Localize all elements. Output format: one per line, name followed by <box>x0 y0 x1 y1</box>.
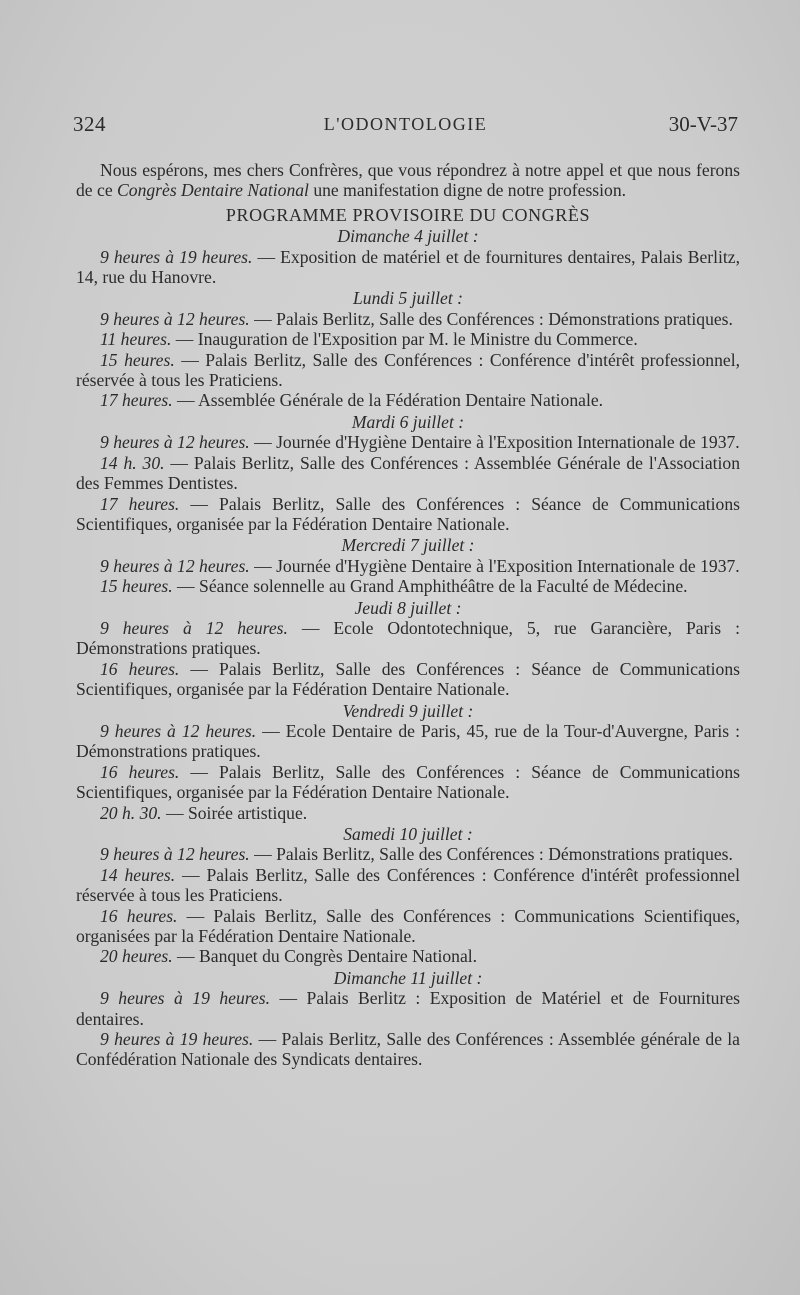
entry-description: — Journée d'Hygiène Dentaire à l'Exposition Internationale de 1937. <box>249 432 740 453</box>
entry-description: — Ecole Dentaire de Paris, 45, rue de la Tour-d'Auvergne, Paris : Démonstrations pratiques. <box>76 720 741 762</box>
program-entry <box>76 556 740 576</box>
program-entry <box>76 576 740 596</box>
program-entry <box>76 329 740 349</box>
program-entry <box>76 350 740 391</box>
entry-description: — Exposition de matériel et de fournitures dentaires, Palais Berlitz, 14, rue du Hanovre. <box>76 246 741 288</box>
entry-description: — Palais Berlitz, Salle des Conférences : Séance de Communications Scientifiques, organisée par la Fédération Dentaire Nationale. <box>76 493 740 534</box>
entry-time: 16 heures. <box>100 658 180 679</box>
program-schedule <box>76 226 740 1070</box>
entry-time: 9 heures à 19 heures. <box>100 246 253 267</box>
program-entry <box>76 453 740 494</box>
program-entry <box>76 618 740 659</box>
entry-time: 9 heures à 12 heures. <box>100 720 257 741</box>
entry-time: 16 heures. <box>100 761 180 782</box>
program-title: PROGRAMME PROVISOIRE DU CONGRÈS <box>225 204 591 225</box>
issue-date: 30-V-37 <box>668 112 738 136</box>
page-number: 324 <box>73 112 106 136</box>
program-entry <box>76 309 740 329</box>
entry-description: — Inauguration de l'Exposition par M. le Ministre du Commerce. <box>171 329 638 350</box>
entry-time: 9 heures à 12 heures. <box>100 432 250 453</box>
entry-time: 15 heures. <box>100 349 175 370</box>
program-entry <box>76 432 740 452</box>
program-entry <box>76 721 740 762</box>
entry-time: 9 heures à 19 heures. <box>100 1029 254 1050</box>
entry-description: — Palais Berlitz, Salle des Conférences : Conférence d'intérêt professionnel, réservée à tous les Praticiens. <box>76 349 740 391</box>
entry-time: 9 heures à 12 heures. <box>100 617 288 638</box>
entry-time: 16 heures. <box>100 905 178 926</box>
entry-description: — Palais Berlitz, Salle des Conférences : Séance de Communications Scientifiques, organisée par la Fédération Dentaire Nationale. <box>76 658 740 700</box>
day-heading: Samedi 10 juillet : <box>343 824 473 844</box>
journal-title: L'ODONTOLOGIE <box>323 114 488 134</box>
day-heading: Dimanche 11 juillet : <box>333 967 483 988</box>
entry-description: — Palais Berlitz : Exposition de Matériel et de Fournitures dentaires. <box>76 988 740 1029</box>
program-entry <box>76 659 740 700</box>
entry-description: — Palais Berlitz, Salle des Conférences : Démonstrations pratiques. <box>249 844 733 865</box>
entry-description: — Soirée artistique. <box>161 802 308 823</box>
program-entry <box>76 865 740 906</box>
entry-description: — Palais Berlitz, Salle des Conférences : Assemblée Générale de l'Association des Femmes Dentistes. <box>76 452 741 494</box>
program-entry <box>76 906 740 947</box>
entry-time: 20 h. 30. <box>100 802 162 823</box>
entry-description: — Palais Berlitz, Salle des Conférences : Démonstrations pratiques. <box>249 308 733 329</box>
entry-time: 9 heures à 12 heures. <box>100 844 250 865</box>
entry-time: 14 heures. <box>100 864 176 885</box>
day-heading: Dimanche 4 juillet : <box>337 226 479 247</box>
entry-description: — Séance solennelle au Grand Amphithéâtre de la Faculté de Médecine. <box>172 576 688 597</box>
entry-description: — Banquet du Congrès Dentaire National. <box>172 946 478 967</box>
entry-description: — Palais Berlitz, Salle des Conférences : Séance de Communications Scientifiques, organisée par la Fédération Dentaire Nationale. <box>76 761 740 803</box>
article-body <box>76 160 740 1070</box>
entry-time: 17 heures. <box>100 390 173 411</box>
program-entry <box>76 803 740 823</box>
entry-time: 9 heures à 12 heures. <box>100 308 250 329</box>
intro-text-end: une manifestation digne de notre profession. <box>308 180 627 201</box>
running-header <box>73 112 738 142</box>
entry-time: 9 heures à 12 heures. <box>100 555 250 576</box>
program-entry <box>76 390 740 410</box>
program-entry <box>76 494 740 535</box>
entry-time: 9 heures à 19 heures. <box>100 988 270 1009</box>
entry-time: 11 heures. <box>100 329 172 350</box>
program-entry <box>76 247 740 288</box>
entry-time: 15 heures. <box>100 576 173 597</box>
program-entry <box>76 1029 740 1070</box>
entry-description: — Assemblée Générale de la Fédération Dentaire Nationale. <box>172 390 604 411</box>
entry-time: 14 h. 30. <box>100 452 165 473</box>
program-entry <box>76 946 740 966</box>
intro-text-start: Nous espérons, mes chers Confrères, que vous répondrez à notre appel et que nous ferons de ce <box>76 160 740 201</box>
entry-description: — Palais Berlitz, Salle des Conférences : Assemblée générale de la Confédération Nationale des Syndicats dentaires. <box>76 1029 740 1070</box>
entry-time: 20 heures. <box>100 946 173 967</box>
entry-time: 17 heures. <box>100 493 180 514</box>
entry-description: — Palais Berlitz, Salle des Conférences : Communications Scientifiques, organisées par la Fédération Dentaire Nationale. <box>76 905 740 947</box>
program-entry <box>76 988 740 1029</box>
entry-description: — Journée d'Hygiène Dentaire à l'Exposition Internationale de 1937. <box>249 555 740 576</box>
day-heading: Jeudi 8 juillet : <box>354 597 462 618</box>
day-heading: Mercredi 7 juillet : <box>341 535 475 556</box>
program-entry <box>76 844 740 864</box>
day-heading: Mardi 6 juillet : <box>351 411 465 432</box>
program-entry <box>76 762 740 803</box>
entry-description: — Ecole Odontotechnique, 5, rue Garancière, Paris : Démonstrations pratiques. <box>76 617 740 659</box>
intro-emphasis: Congrès Dentaire National <box>117 180 309 201</box>
entry-description: — Palais Berlitz, Salle des Conférences : Conférence d'intérêt professionnel réservée à tous les Praticiens. <box>76 864 740 906</box>
intro-paragraph <box>76 160 740 201</box>
day-heading: Lundi 5 juillet : <box>353 288 463 309</box>
day-heading: Vendredi 9 juillet : <box>342 700 474 721</box>
